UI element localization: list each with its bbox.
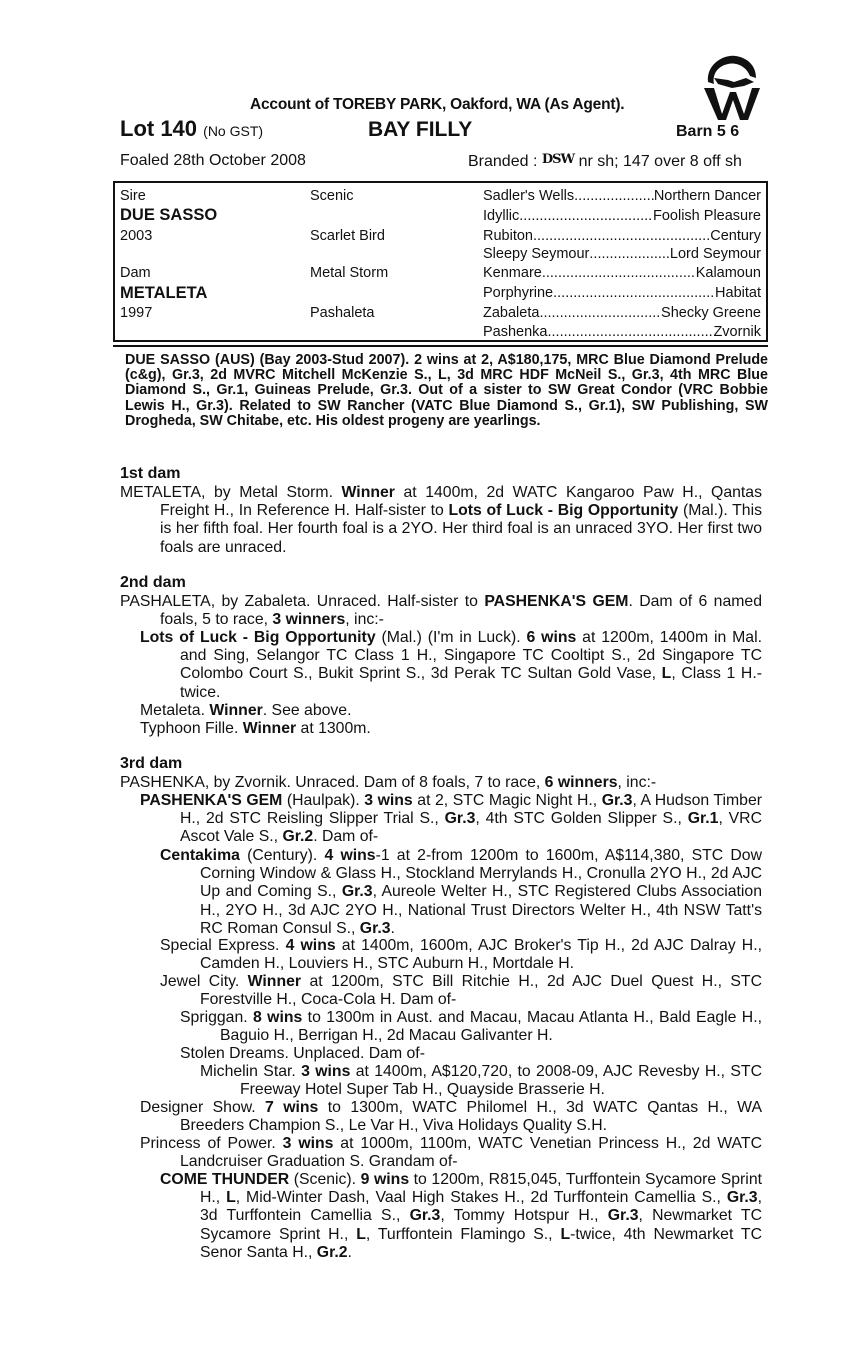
dam-label: Dam: [120, 265, 151, 281]
grandsire-dam-side: Metal Storm: [310, 265, 389, 281]
pedigree-table: [113, 181, 768, 342]
third-dam-heading: 3rd dam: [120, 755, 183, 772]
ancestor-sire: Century: [710, 228, 761, 244]
first-dam-entry: METALETA, by Metal Storm. Winner at 1400m, 2d WATC Kangaroo Paw H., Qantas Freight H., In Reference H. Half-sister to Lots of Luck - Big Opportunity (Mal.). This is her fifth foal. Her fourth foal is a 2YO. Her third foal is an unraced 3YO. Her first two foals are unraced.: [120, 484, 762, 556]
grandsire: Scenic: [310, 188, 354, 204]
first-dam-heading: 1st dam: [120, 465, 181, 482]
account-line: Account of TOREBY PARK, Oakford, WA (As Agent).: [250, 96, 625, 113]
ancestor-sire: Habitat: [715, 285, 761, 301]
pedigree-row: [483, 246, 761, 262]
grandam-sire-side: Scarlet Bird: [310, 228, 385, 244]
second-dam-progeny: Typhoon Fille. Winner at 1300m.: [140, 720, 371, 737]
gst-note: (No GST): [203, 123, 264, 139]
ancestor: Zabaleta: [483, 305, 540, 321]
second-dam-entry: PASHALETA, by Zabaleta. Unraced. Half-sister to PASHENKA'S GEM. Dam of 6 named foals, 5 to race, 3 winners, inc:-: [120, 593, 762, 629]
branded-line: [468, 152, 742, 171]
ancestor-sire: Zvornik: [713, 324, 761, 340]
branded-label: Branded :: [468, 153, 538, 170]
ancestor: Kenmare: [483, 265, 542, 281]
pedigree-row: [483, 305, 761, 321]
ancestor: Rubiton: [483, 228, 533, 244]
dam-year: 1997: [120, 305, 153, 321]
brand-mark: DSW: [541, 152, 575, 167]
ancestor-sire: Northern Dancer: [653, 188, 761, 204]
lot-number: [120, 116, 263, 142]
third-dam-progeny: PASHENKA'S GEM (Haulpak). 3 wins at 2, STC Magic Night H., Gr.3, A Hudson Timber H., 2d STC Reisling Slipper Trial S., Gr.3, 4th STC Golden Slipper S., Gr.1, VRC Ascot Vale S., Gr.2. Dam of-: [140, 792, 763, 846]
pedigree-row: [483, 188, 761, 204]
sire-label: Sire: [120, 188, 146, 204]
ancestor: Idyllic: [483, 208, 520, 224]
ancestor: Sleepy Seymour: [483, 246, 590, 262]
sex-colour: BAY FILLY: [368, 118, 473, 141]
third-dam-entry: PASHENKA, by Zvornik. Unraced. Dam of 8 foals, 7 to race, 6 winners, inc:-: [120, 774, 657, 791]
third-dam-progeny: Stolen Dreams. Unplaced. Dam of-: [180, 1045, 425, 1062]
pedigree-row: [483, 208, 761, 224]
third-dam-progeny: COME THUNDER (Scenic). 9 wins to 1200m, R815,045, Turffontein Sycamore Sprint H., L, Mid-Winter Dash, Vaal High Stakes H., 2d Turffontein Camellia S., Gr.3, 3d Turffontein Camellia S., Gr.3, Tommy Hotspur H., Gr.3, Newmarket TC Sycamore Sprint H., L, Turffontein Flamingo S., L-twice, 4th Newmarket TC Senor Santa H., Gr.2.: [160, 1171, 762, 1261]
third-dam-progeny: Centakima (Century). 4 wins-1 at 2-from 1200m to 1600m, A$114,380, STC Dow Corning Window & Glass H., Stockland Merrylands H., Cronulla 2YO H., 2d AJC Up and Coming S., Gr.3, Aureole Welter H., STC Registered Clubs Association H., 2YO H., 3d AJC 2YO H., National Trust Directors Welter H., 4th NSW Tatt's RC Roman Consul S., Gr.3.: [160, 847, 762, 937]
ancestor: Porphyrine: [483, 285, 554, 301]
third-dam-progeny: Michelin Star. 3 wins at 1400m, A$120,720, to 2008-09, AJC Revesby H., STC Freeway Hotel Super Tab H., Quayside Brasserie H.: [200, 1063, 762, 1099]
ancestor-sire: Foolish Pleasure: [653, 208, 761, 224]
ancestor: Pashenka: [483, 324, 548, 340]
sale-logo: [700, 52, 762, 120]
grandam: Pashaleta: [310, 305, 375, 321]
foaled-date: Foaled 28th October 2008: [120, 152, 306, 169]
ancestor-sire: Kalamoun: [695, 265, 761, 281]
third-dam-progeny: Spriggan. 8 wins to 1300m in Aust. and Macau, Macau Atlanta H., Bald Eagle H., Baguio H., Berrigan H., 2d Macau Galivanter H.: [180, 1009, 762, 1045]
branded-detail: nr sh; 147 over 8 off sh: [578, 153, 742, 170]
sire-summary: DUE SASSO (AUS) (Bay 2003-Stud 2007). 2 wins at 2, A$180,175, MRC Blue Diamond Prelude (c&g), Gr.3, 2d MVRC Mitchell McKenzie S., L, 3d MRC HDF McNeil S., Gr.3, 4th MRC Blue Diamond S., Gr.1, Guineas Prelude, Gr.3. Out of a sister to SW Great Condor (VRC Bobbie Lewis H., Gr.3). Related to SW Rancher (VATC Blue Diamond S., Gr.1), SW Publishing, SW Drogheda, SW Chitabe, etc. His oldest progeny are yearlings.: [113, 345, 768, 446]
ancestor-sire: Shecky Greene: [661, 305, 761, 321]
barn-number: Barn 5 6: [676, 123, 740, 140]
pedigree-row: [483, 285, 761, 301]
third-dam-progeny: Jewel City. Winner at 1200m, STC Bill Ritchie H., 2d AJC Duel Quest H., STC Forestville H., Coca-Cola H. Dam of-: [160, 973, 762, 1009]
pedigree-row: [483, 228, 761, 244]
ancestor-sire: Lord Seymour: [669, 246, 761, 262]
pedigree-row: [483, 324, 761, 340]
sire-year: 2003: [120, 228, 153, 244]
sire-name: DUE SASSO: [120, 206, 218, 224]
second-dam-progeny: Lots of Luck - Big Opportunity (Mal.) (I'm in Luck). 6 wins at 1200m, 1400m in Mal. and Sing, Selangor TC Class 1 H., Singapore TC Cooltipt S., 2d Singapore TC Colombo Court S., Bukit Sprint S., 3d Perak TC Sultan Gold Vase, L, Class 1 H.-twice.: [140, 629, 762, 701]
second-dam-heading: 2nd dam: [120, 574, 186, 591]
ancestor: Sadler's Wells: [483, 188, 575, 204]
second-dam-progeny: Metaleta. Winner. See above.: [140, 702, 352, 719]
third-dam-progeny: Princess of Power. 3 wins at 1000m, 1100m, WATC Venetian Princess H., 2d WATC Landcruiser Graduation S. Grandam of-: [140, 1135, 762, 1171]
third-dam-progeny: Designer Show. 7 wins to 1300m, WATC Philomel H., 3d WATC Qantas H., WA Breeders Champion S., Le Var H., Viva Holidays Quality S.H.: [140, 1099, 762, 1135]
third-dam-progeny: Special Express. 4 wins at 1400m, 1600m, AJC Broker's Tip H., 2d AJC Dalray H., Camden H., Louviers H., STC Auburn H., Mortdale H.: [160, 937, 762, 973]
dam-name: METALETA: [120, 284, 208, 302]
lot-label: Lot 140: [120, 116, 198, 141]
pedigree-row: [483, 265, 761, 281]
